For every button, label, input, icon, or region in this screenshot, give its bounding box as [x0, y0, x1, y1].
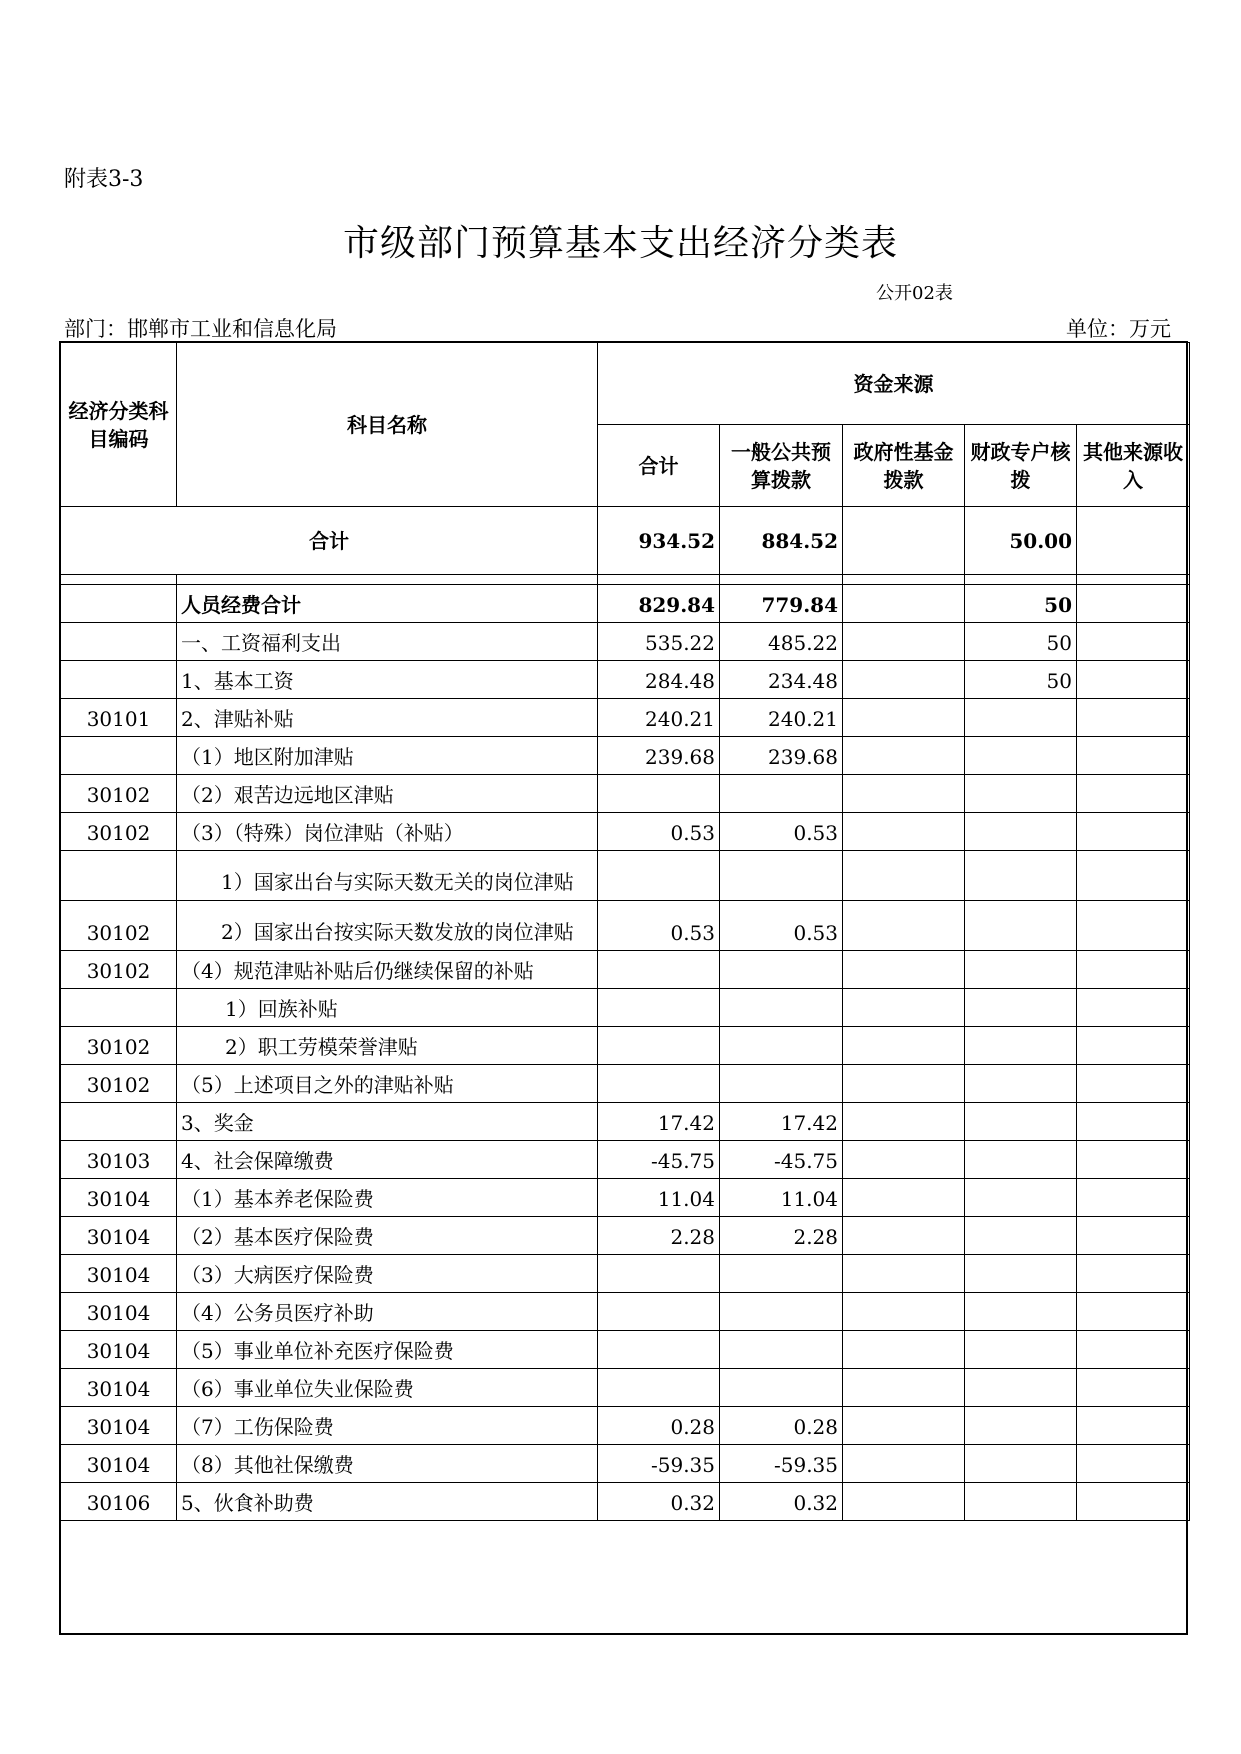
cell-special-account [965, 951, 1077, 989]
cell-general-budget [720, 989, 843, 1027]
cell-general-budget [720, 1331, 843, 1369]
cell-other [1077, 1103, 1190, 1141]
cell-total: 0.32 [598, 1483, 720, 1521]
cell-name: 5、伙食补助费 [177, 1483, 598, 1521]
cell-gov-fund [843, 1179, 965, 1217]
table-row [61, 1407, 1190, 1445]
cell-special-account [965, 1179, 1077, 1217]
cell-total [598, 851, 720, 901]
cell-name: 一、工资福利支出 [177, 623, 598, 661]
cell-special-account [965, 699, 1077, 737]
cell-special-account [965, 1255, 1077, 1293]
cell-gov-fund [843, 1445, 965, 1483]
table-row [61, 1217, 1190, 1255]
cell-total: 0.28 [598, 1407, 720, 1445]
table-header [61, 343, 1190, 585]
cell-other [1077, 1027, 1190, 1065]
total-gov-fund [843, 507, 965, 575]
cell-name: 2）职工劳模荣誉津贴 [177, 1027, 598, 1065]
cell-other [1077, 1179, 1190, 1217]
cell-code: 30102 [61, 1027, 177, 1065]
cell-general-budget [720, 775, 843, 813]
cell-general-budget: 2.28 [720, 1217, 843, 1255]
table-row [61, 775, 1190, 813]
header-funding-source: 资金来源 [598, 343, 1190, 425]
cell-gov-fund [843, 1027, 965, 1065]
cell-total: 2.28 [598, 1217, 720, 1255]
cell-special-account [965, 901, 1077, 951]
cell-special-account [965, 1103, 1077, 1141]
cell-other [1077, 661, 1190, 699]
table-row [61, 1445, 1190, 1483]
cell-general-budget [720, 851, 843, 901]
cell-gov-fund [843, 1369, 965, 1407]
cell-name: 1）回族补贴 [177, 989, 598, 1027]
cell-special-account [965, 813, 1077, 851]
header-general-budget: 一般公共预算拨款 [720, 425, 843, 507]
cell-gov-fund [843, 1255, 965, 1293]
cell-name: （5）事业单位补充医疗保险费 [177, 1331, 598, 1369]
cell-name: （1）基本养老保险费 [177, 1179, 598, 1217]
unit-label: 单位：万元 [1066, 317, 1171, 341]
cell-code: 30104 [61, 1331, 177, 1369]
cell-other [1077, 699, 1190, 737]
cell-gov-fund [843, 585, 965, 623]
cell-name: （3）（特殊）岗位津贴（补贴） [177, 813, 598, 851]
cell-special-account [965, 1217, 1077, 1255]
cell-other [1077, 585, 1190, 623]
cell-name: （7）工伤保险费 [177, 1407, 598, 1445]
table-row [61, 1027, 1190, 1065]
cell-other [1077, 1141, 1190, 1179]
cell-total: 284.48 [598, 661, 720, 699]
cell-other [1077, 813, 1190, 851]
header-code: 经济分类科目编码 [61, 343, 177, 507]
attachment-label: 附表3-3 [64, 167, 144, 192]
header-special-account: 财政专户核拨 [965, 425, 1077, 507]
cell-code: 30104 [61, 1217, 177, 1255]
cell-other [1077, 951, 1190, 989]
cell-general-budget: -59.35 [720, 1445, 843, 1483]
cell-special-account [965, 1407, 1077, 1445]
cell-gov-fund [843, 1065, 965, 1103]
cell-total: 829.84 [598, 585, 720, 623]
cell-other [1077, 989, 1190, 1027]
table-row [61, 901, 1190, 951]
cell-total: -45.75 [598, 1141, 720, 1179]
cell-general-budget [720, 1369, 843, 1407]
table-body [61, 585, 1190, 1521]
cell-code: 30104 [61, 1179, 177, 1217]
cell-other [1077, 1255, 1190, 1293]
cell-gov-fund [843, 989, 965, 1027]
cell-total: 239.68 [598, 737, 720, 775]
table-row [61, 1331, 1190, 1369]
cell-total [598, 775, 720, 813]
table-row [61, 1369, 1190, 1407]
cell-gov-fund [843, 1407, 965, 1445]
cell-other [1077, 1293, 1190, 1331]
cell-special-account [965, 1027, 1077, 1065]
cell-code [61, 737, 177, 775]
total-row [61, 507, 1190, 575]
table-row [61, 1141, 1190, 1179]
cell-special-account [965, 1369, 1077, 1407]
cell-total [598, 1331, 720, 1369]
cell-gov-fund [843, 623, 965, 661]
table-row [61, 585, 1190, 623]
cell-code [61, 1103, 177, 1141]
cell-code: 30103 [61, 1141, 177, 1179]
cell-code: 30104 [61, 1445, 177, 1483]
cell-total: -59.35 [598, 1445, 720, 1483]
cell-gov-fund [843, 699, 965, 737]
cell-code [61, 989, 177, 1027]
cell-general-budget: 485.22 [720, 623, 843, 661]
cell-general-budget: 17.42 [720, 1103, 843, 1141]
cell-total [598, 1293, 720, 1331]
total-special-account: 50.00 [965, 507, 1077, 575]
cell-total: 17.42 [598, 1103, 720, 1141]
cell-special-account [965, 775, 1077, 813]
cell-name: （4）规范津贴补贴后仍继续保留的补贴 [177, 951, 598, 989]
cell-general-budget: 240.21 [720, 699, 843, 737]
cell-total: 11.04 [598, 1179, 720, 1217]
cell-special-account [965, 1483, 1077, 1521]
table-row [61, 699, 1190, 737]
cell-other [1077, 1369, 1190, 1407]
cell-code [61, 623, 177, 661]
cell-special-account [965, 1141, 1077, 1179]
cell-general-budget: 0.53 [720, 901, 843, 951]
cell-total: 0.53 [598, 901, 720, 951]
cell-special-account: 50 [965, 661, 1077, 699]
table-row [61, 813, 1190, 851]
cell-other [1077, 1065, 1190, 1103]
table-row [61, 1293, 1190, 1331]
table-row [61, 623, 1190, 661]
table-row [61, 851, 1190, 901]
cell-general-budget: 0.28 [720, 1407, 843, 1445]
cell-total [598, 989, 720, 1027]
cell-name: （3）大病医疗保险费 [177, 1255, 598, 1293]
cell-special-account: 50 [965, 623, 1077, 661]
cell-special-account [965, 1331, 1077, 1369]
cell-other [1077, 901, 1190, 951]
cell-name: （2）基本医疗保险费 [177, 1217, 598, 1255]
cell-other [1077, 851, 1190, 901]
cell-other [1077, 1483, 1190, 1521]
table-row [61, 737, 1190, 775]
header-gov-fund: 政府性基金拨款 [843, 425, 965, 507]
cell-gov-fund [843, 1217, 965, 1255]
table-row [61, 661, 1190, 699]
cell-gov-fund [843, 1483, 965, 1521]
cell-general-budget: 0.32 [720, 1483, 843, 1521]
cell-code: 30102 [61, 775, 177, 813]
cell-special-account [965, 989, 1077, 1027]
cell-total [598, 1369, 720, 1407]
form-code: 公开02表 [876, 283, 953, 304]
spacer-row [61, 575, 1190, 585]
header-total: 合计 [598, 425, 720, 507]
cell-gov-fund [843, 775, 965, 813]
cell-general-budget [720, 1065, 843, 1103]
budget-table [60, 342, 1190, 1521]
total-total: 934.52 [598, 507, 720, 575]
table-row [61, 1179, 1190, 1217]
cell-gov-fund [843, 1103, 965, 1141]
cell-code: 30104 [61, 1407, 177, 1445]
cell-other [1077, 775, 1190, 813]
cell-code [61, 851, 177, 901]
department-label: 部门：邯郸市工业和信息化局 [64, 317, 337, 341]
table-row [61, 989, 1190, 1027]
total-other [1077, 507, 1190, 575]
cell-code: 30102 [61, 813, 177, 851]
cell-gov-fund [843, 661, 965, 699]
table-row [61, 1483, 1190, 1521]
cell-name: （2）艰苦边远地区津贴 [177, 775, 598, 813]
cell-other [1077, 1217, 1190, 1255]
total-label: 合计 [61, 507, 598, 575]
cell-other [1077, 623, 1190, 661]
cell-other [1077, 1407, 1190, 1445]
cell-special-account [965, 1293, 1077, 1331]
cell-other [1077, 1445, 1190, 1483]
cell-total [598, 1027, 720, 1065]
cell-total: 535.22 [598, 623, 720, 661]
header-other: 其他来源收入 [1077, 425, 1190, 507]
cell-general-budget: -45.75 [720, 1141, 843, 1179]
cell-general-budget: 239.68 [720, 737, 843, 775]
cell-name: 2、津贴补贴 [177, 699, 598, 737]
cell-code: 30104 [61, 1255, 177, 1293]
cell-name: 人员经费合计 [177, 585, 598, 623]
cell-gov-fund [843, 1331, 965, 1369]
cell-name: （6）事业单位失业保险费 [177, 1369, 598, 1407]
cell-special-account [965, 851, 1077, 901]
cell-name: （5）上述项目之外的津贴补贴 [177, 1065, 598, 1103]
cell-total [598, 1065, 720, 1103]
cell-gov-fund [843, 1141, 965, 1179]
cell-gov-fund [843, 851, 965, 901]
cell-name: 4、社会保障缴费 [177, 1141, 598, 1179]
cell-name: 1）国家出台与实际天数无关的岗位津贴 [177, 851, 598, 901]
cell-gov-fund [843, 901, 965, 951]
cell-gov-fund [843, 737, 965, 775]
cell-code: 30106 [61, 1483, 177, 1521]
cell-general-budget [720, 1027, 843, 1065]
cell-special-account [965, 737, 1077, 775]
cell-other [1077, 1331, 1190, 1369]
table-row [61, 951, 1190, 989]
cell-total: 240.21 [598, 699, 720, 737]
cell-general-budget: 779.84 [720, 585, 843, 623]
table-row [61, 1255, 1190, 1293]
cell-code [61, 661, 177, 699]
cell-general-budget [720, 951, 843, 989]
cell-name: 1、基本工资 [177, 661, 598, 699]
table-row [61, 1065, 1190, 1103]
cell-code: 30102 [61, 1065, 177, 1103]
cell-code: 30102 [61, 951, 177, 989]
cell-gov-fund [843, 1293, 965, 1331]
cell-name: 2）国家出台按实际天数发放的岗位津贴 [177, 901, 598, 951]
cell-name: （4）公务员医疗补助 [177, 1293, 598, 1331]
cell-code: 30101 [61, 699, 177, 737]
cell-general-budget [720, 1255, 843, 1293]
header-name: 科目名称 [177, 343, 598, 507]
cell-special-account [965, 1065, 1077, 1103]
cell-general-budget: 11.04 [720, 1179, 843, 1217]
cell-general-budget: 0.53 [720, 813, 843, 851]
cell-special-account: 50 [965, 585, 1077, 623]
cell-general-budget: 234.48 [720, 661, 843, 699]
cell-name: 3、奖金 [177, 1103, 598, 1141]
cell-code: 30104 [61, 1293, 177, 1331]
cell-code [61, 585, 177, 623]
page-title: 市级部门预算基本支出经济分类表 [342, 223, 898, 264]
cell-name: （1）地区附加津贴 [177, 737, 598, 775]
total-general-budget: 884.52 [720, 507, 843, 575]
cell-total [598, 951, 720, 989]
cell-other [1077, 737, 1190, 775]
cell-code: 30104 [61, 1369, 177, 1407]
cell-code: 30102 [61, 901, 177, 951]
cell-name: （8）其他社保缴费 [177, 1445, 598, 1483]
cell-total: 0.53 [598, 813, 720, 851]
cell-total [598, 1255, 720, 1293]
cell-general-budget [720, 1293, 843, 1331]
table-row [61, 1103, 1190, 1141]
cell-gov-fund [843, 951, 965, 989]
cell-gov-fund [843, 813, 965, 851]
cell-special-account [965, 1445, 1077, 1483]
